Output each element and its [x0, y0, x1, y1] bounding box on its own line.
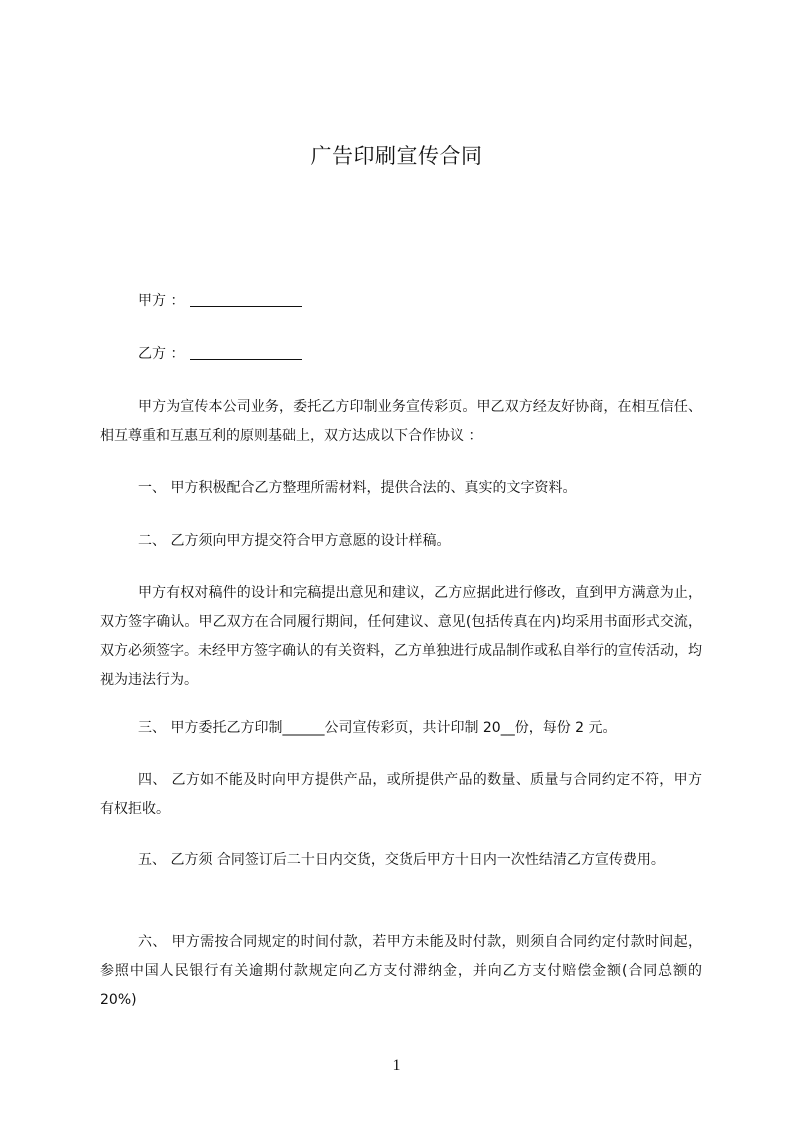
clause-2: 二、 乙方须向甲方提交符合甲方意愿的设计样稿。 [138, 533, 451, 549]
document-title: 广告印刷宣传合同 [310, 144, 483, 168]
clause-3: 三、 甲方委托乙方印制______公司宣传彩页，共计印制 20__份，每份 2 元。 [138, 720, 617, 736]
party-a-label: 甲方 ： [138, 293, 185, 309]
clause-6: 六、 甲方需按合同规定的时间付款，若甲方未能及时付款，则须自合同约定付款时间起，参照中国人民银行有关逾期付款规定向乙方支付滞纳金，并向乙方支付赔偿金额(合同总额的 20%) [100, 934, 702, 1008]
party-a-blank [190, 292, 302, 307]
party-b-blank [190, 345, 302, 360]
party-a-line [138, 291, 302, 311]
clause-1: 一、 甲方积极配合乙方整理所需材料，提供合法的、真实的文字资料。 [138, 480, 577, 496]
clause-5: 五、 乙方须 合同签订后二十日内交货，交货后甲方十日内一次性结清乙方宣传费用。 [138, 852, 665, 868]
party-b-label: 乙方 ： [138, 346, 185, 362]
party-b-line [138, 344, 302, 364]
clause-2-detail: 甲方有权对稿件的设计和完稿提出意见和建议，乙方应据此进行修改，直到甲方满意为止，双方签字确认。甲乙双方在合同履行期间，任何建议、意见(包括传真在内)均采用书面形式交流，双方必须签字。未经甲方签字确认的有关资料，乙方单独进行成品制作或私自举行的宣传活动，均视为违法行为。 [100, 585, 702, 688]
intro-paragraph: 甲方为宣传本公司业务，委托乙方印制业务宣传彩页。甲乙双方经友好协商，在相互信任、相互尊重和互惠互利的原则基础上，双方达成以下合作协议 ： [100, 399, 702, 444]
clause-4: 四、 乙方如不能及时向甲方提供产品，或所提供产品的数量、质量与合同约定不符，甲方有权拒收。 [100, 772, 702, 817]
page-number: 1 [392, 1057, 401, 1074]
